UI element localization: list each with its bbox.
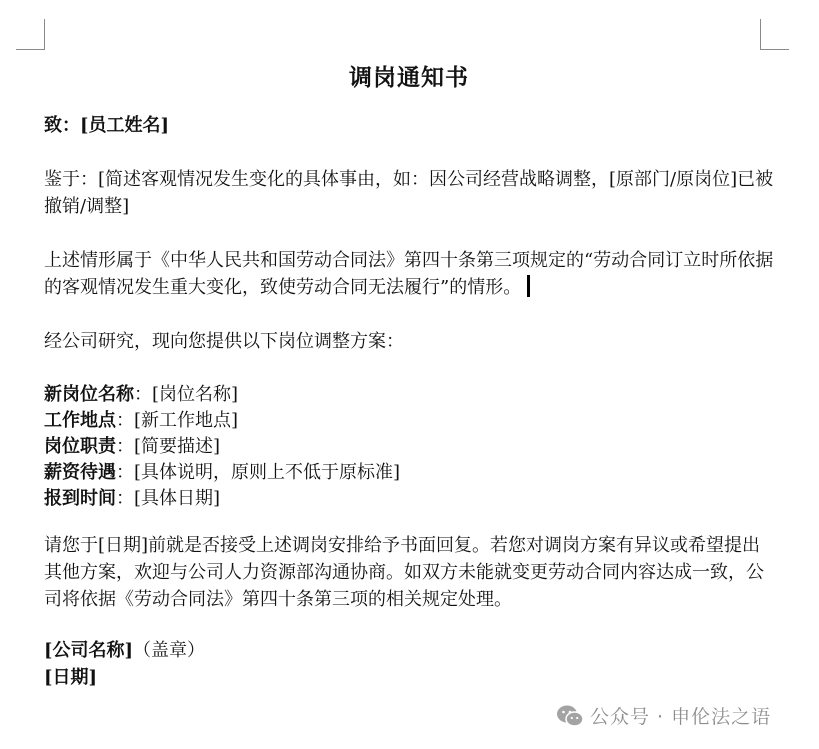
field-value: ：[具体说明，原则上不低于原标准] [116, 462, 401, 483]
field-label: 岗位职责 [44, 436, 116, 457]
document-body[interactable] [44, 58, 774, 691]
paragraph-legal-basis [44, 247, 774, 301]
company-name: [公司名称] [44, 640, 134, 661]
paragraph-reason: 鉴于：[简述客观情况发生变化的具体事由，如：因公司经营战略调整，[原部门/原岗位]已被撤销/调整] [44, 169, 774, 217]
field-label: 报到时间 [44, 488, 116, 509]
field-salary [44, 460, 774, 486]
addressee-line [44, 112, 774, 139]
document-title: 调岗通知书 [349, 64, 469, 91]
watermark-text: 公众号 · 申伦法之语 [590, 706, 772, 728]
field-value: ：[新工作地点] [116, 410, 239, 431]
addressee-label: 致： [44, 115, 80, 136]
field-value: ：[具体日期] [116, 488, 221, 509]
paragraph-proposal-intro: 经公司研究，现向您提供以下岗位调整方案： [44, 331, 404, 352]
seal-note: （盖章） [133, 640, 206, 661]
field-work-location [44, 408, 774, 434]
field-label: 薪资待遇 [44, 462, 116, 483]
page-corner-mark-top-left [16, 19, 45, 50]
text-cursor [527, 275, 530, 297]
signature-date: [日期] [44, 667, 98, 688]
field-new-position [44, 382, 774, 408]
position-adjustment-fields [44, 382, 774, 512]
paragraph-legal-basis-text: 上述情形属于《中华人民共和国劳动合同法》第四十条第三项规定的“劳动合同订立时所依据的客观情况发生重大变化，致使劳动合同无法履行”的情形。 [44, 250, 774, 298]
wechat-icon [556, 704, 584, 728]
paragraph-reply-request: 请您于[日期]前就是否接受上述调岗安排给予书面回复。若您对调岗方案有异议或希望提出其他方案，欢迎与公司人力资源部沟通协商。如双方未能就变更劳动合同内容达成一致，公司将依据《劳动合同法》第四十条第三项的相关规定处理。 [44, 535, 764, 610]
field-report-date [44, 486, 774, 512]
field-job-duties [44, 434, 774, 460]
watermark [556, 702, 771, 729]
field-label: 新岗位名称 [44, 384, 134, 405]
signature-company-line [44, 637, 774, 664]
field-value: ：[简要描述] [116, 436, 221, 457]
page-corner-mark-top-right [760, 19, 789, 50]
field-label: 工作地点 [44, 410, 116, 431]
addressee-value: [员工姓名] [80, 115, 170, 136]
field-value: ：[岗位名称] [134, 384, 239, 405]
